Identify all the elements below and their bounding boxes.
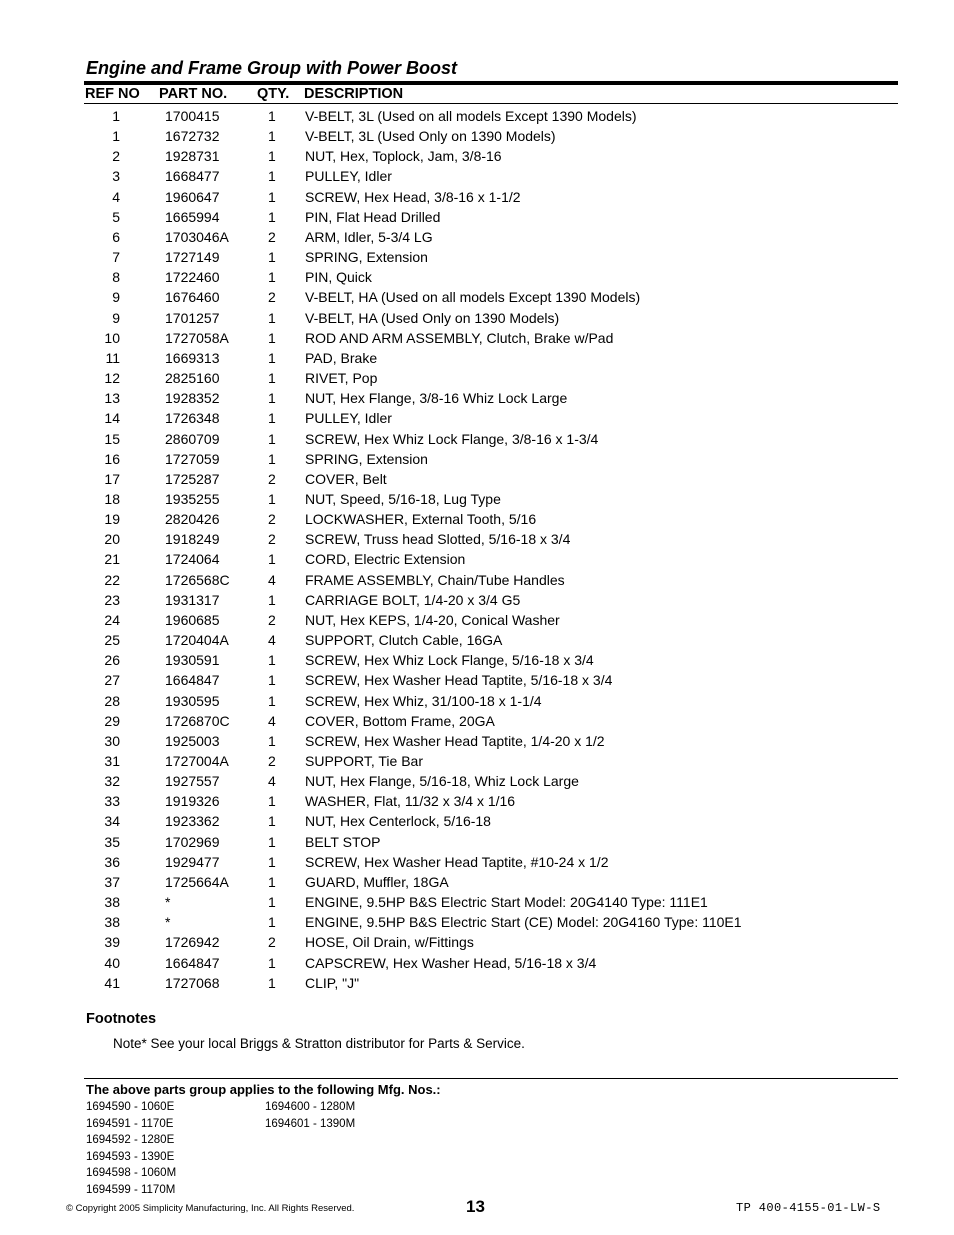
description-cell: NUT, Hex Centerlock, 5/16-18 [305,813,491,830]
ref-no-cell: 35 [104,833,120,850]
ref-no-cell: 29 [104,712,120,729]
qty-cell: 4 [268,632,276,649]
part-no-cell: 1930595 [165,692,220,709]
part-no-cell: 1925003 [165,732,220,749]
part-no-cell: 1727068 [165,974,220,991]
ref-no-cell: 37 [104,873,120,890]
part-no-cell: 1727059 [165,450,220,467]
ref-no-cell: 40 [104,954,120,971]
part-no-cell: 1919326 [165,793,220,810]
part-no-cell: 1930591 [165,652,220,669]
description-cell: SCREW, Hex Head, 3/8-16 x 1-1/2 [305,188,521,205]
table-row [84,610,898,630]
description-cell: SCREW, Hex Washer Head Taptite, 5/16-18 x 3/4 [305,672,613,689]
table-row [84,650,898,670]
mfg-number: 1694600 - 1280M [265,1101,356,1113]
table-row [84,731,898,751]
qty-cell: 2 [268,511,276,528]
ref-no-cell: 15 [104,430,120,447]
mfg-number: 1694598 - 1060M [86,1167,177,1180]
qty-cell: 2 [268,611,276,628]
qty-cell: 1 [268,148,276,165]
mfg-number: 1694601 - 1390M [265,1117,356,1130]
description-cell: WASHER, Flat, 11/32 x 3/4 x 1/16 [305,793,516,810]
qty-cell: 1 [268,853,276,870]
description-cell: SUPPORT, Tie Bar [305,753,424,769]
copyright: © Copyright 2005 Simplicity Manufacturing, Inc. All Rights Reserved. [66,1203,355,1214]
document-code: TP 400-4155-01-LW-S [736,1201,881,1215]
qty-cell: 2 [268,531,276,548]
qty-cell: 1 [268,833,276,850]
ref-no-cell: 22 [104,571,120,588]
qty-cell: 1 [268,128,276,145]
description-cell: ARM, Idler, 5-3/4 LG [305,228,433,245]
description-cell: SPRING, Extension [305,249,428,266]
qty-cell: 1 [268,410,276,427]
table-row [84,247,898,267]
ref-no-cell: 32 [104,773,120,790]
description-cell: PULLEY, Idler [305,410,392,427]
description-cell: NUT, Hex, Toplock, Jam, 3/8-16 [305,148,502,165]
part-no-cell: 1923362 [165,813,220,830]
description-cell: SCREW, Truss head Slotted, 5/16-18 x 3/4 [305,531,571,548]
ref-no-cell: 5 [112,208,120,225]
description-cell: ENGINE, 9.5HP B&S Electric Start (CE) Model: 20G4160 Type: 110E1 [305,914,742,931]
description-cell: V-BELT, HA (Used on all models Except 1390 Models) [305,289,641,306]
description-cell: NUT, Hex Flange, 3/8-16 Whiz Lock Large [305,390,568,407]
table-row [84,811,898,831]
description-cell: PIN, Quick [305,269,372,286]
part-no-cell: 1727058A [165,329,229,346]
qty-cell: 1 [268,370,276,387]
description-cell: COVER, Belt [305,470,387,487]
ref-no-cell: 38 [104,914,120,931]
table-row [84,852,898,872]
table-row [84,368,898,388]
part-no-cell: 1664847 [165,672,220,689]
description-cell: LOCKWASHER, External Tooth, 5/16 [305,511,537,528]
qty-cell: 1 [268,249,276,266]
ref-no-cell: 2 [112,148,120,165]
qty-cell: 1 [268,349,276,366]
footnote-text: Note* See your local Briggs & Stratton distributor for Parts & Service. [113,1036,525,1051]
footnotes-title: Footnotes [86,1011,157,1027]
part-no-cell: 1720404A [165,632,229,649]
qty-cell: 2 [268,934,276,951]
part-no-cell: 1669313 [165,349,220,366]
table-row [84,549,898,569]
table-row [84,328,898,348]
table-row [84,751,898,771]
qty-cell: 1 [268,108,276,124]
qty-cell: 2 [268,470,276,487]
part-no-cell: 1918249 [165,531,220,548]
qty-cell: 1 [268,974,276,991]
qty-cell: 1 [268,793,276,810]
part-no-cell: 1701257 [165,309,220,326]
table-row [84,207,898,227]
ref-no-cell: 21 [104,551,120,568]
description-cell: SPRING, Extension [305,450,428,467]
qty-cell: 1 [268,591,276,608]
part-no-cell: 1928352 [165,390,220,407]
ref-no-cell: 12 [104,370,120,387]
mfg-number: 1694590 - 1060E [86,1101,175,1113]
description-cell: NUT, Speed, 5/16-18, Lug Type [305,490,501,507]
part-no-cell: 1960685 [165,611,220,628]
part-no-cell: 1960647 [165,188,220,205]
table-row [84,630,898,650]
part-no-cell: 1702969 [165,833,220,850]
description-cell: SCREW, Hex Whiz Lock Flange, 5/16-18 x 3/4 [305,652,594,669]
ref-no-cell: 24 [104,611,120,628]
mfg-number: 1694599 - 1170M [86,1183,176,1196]
qty-cell: 1 [268,732,276,749]
header-description: DESCRIPTION [304,86,404,102]
qty-cell: 1 [268,692,276,709]
ref-no-cell: 13 [104,390,120,407]
ref-no-cell: 3 [112,168,120,185]
part-no-cell: 1726870C [165,712,230,729]
part-no-cell: 2860709 [165,430,220,447]
part-no-cell: 1935255 [165,490,220,507]
qty-cell: 2 [268,753,276,769]
qty-cell: 1 [268,672,276,689]
qty-cell: 1 [268,652,276,669]
description-cell: NUT, Hex KEPS, 1/4-20, Conical Washer [305,611,560,628]
table-row [84,832,898,852]
part-no-cell: 1676460 [165,289,220,306]
table-row [84,791,898,811]
ref-no-cell: 30 [104,732,120,749]
table-row [84,590,898,610]
ref-no-cell: 6 [112,228,120,245]
table-row [84,469,898,489]
parts-table [84,106,898,993]
description-cell: COVER, Bottom Frame, 20GA [305,712,495,729]
description-cell: PAD, Brake [305,349,378,366]
ref-no-cell: 9 [112,289,120,306]
part-no-cell: 1703046A [165,228,229,245]
part-no-cell: 1929477 [165,853,220,870]
table-row [84,670,898,690]
part-no-cell: 1672732 [165,128,220,145]
description-cell: SUPPORT, Clutch Cable, 16GA [305,632,503,649]
description-cell: SCREW, Hex Whiz, 31/100-18 x 1-1/4 [305,692,542,709]
part-no-cell: 1928731 [165,148,220,165]
qty-cell: 1 [268,269,276,286]
ref-no-cell: 27 [104,672,120,689]
description-cell: FRAME ASSEMBLY, Chain/Tube Handles [305,571,565,588]
description-cell: HOSE, Oil Drain, w/Fittings [305,934,474,951]
description-cell: BELT STOP [305,833,381,850]
mfg-divider [84,1078,898,1079]
qty-cell: 1 [268,813,276,830]
description-cell: SCREW, Hex Washer Head Taptite, 1/4-20 x 1/2 [305,732,605,749]
description-cell: NUT, Hex Flange, 5/16-18, Whiz Lock Large [305,773,579,790]
ref-no-cell: 1 [112,128,120,145]
ref-no-cell: 20 [104,531,120,548]
table-row [84,570,898,590]
table-row [84,146,898,166]
ref-no-cell: 39 [104,934,120,951]
table-row [84,509,898,529]
title-divider [84,81,898,85]
part-no-cell: 1726568C [165,571,230,588]
table-row [84,348,898,368]
qty-cell: 1 [268,208,276,225]
description-cell: SCREW, Hex Whiz Lock Flange, 3/8-16 x 1-3/4 [305,430,599,447]
ref-no-cell: 28 [104,692,120,709]
mfg-number: 1694593 - 1390E [86,1150,175,1163]
ref-no-cell: 34 [104,813,120,830]
description-cell: CARRIAGE BOLT, 1/4-20 x 3/4 G5 [305,591,521,608]
part-no-cell: 1722460 [165,269,220,286]
part-no-cell: 1700415 [165,108,220,124]
mfg-list-left [86,1099,176,1199]
ref-no-cell: 38 [104,894,120,911]
ref-no-cell: 17 [104,470,120,487]
table-row [84,771,898,791]
description-cell: PULLEY, Idler [305,168,392,185]
description-cell: GUARD, Muffler, 18GA [305,873,449,890]
part-no-cell: 1927557 [165,773,220,790]
table-row [84,449,898,469]
qty-cell: 1 [268,329,276,346]
ref-no-cell: 41 [104,974,120,991]
table-row [84,166,898,186]
part-no-cell: 2825160 [165,370,220,387]
ref-no-cell: 31 [104,753,120,769]
description-cell: ENGINE, 9.5HP B&S Electric Start Model: 20G4140 Type: 111E1 [305,894,708,911]
table-row [84,106,898,126]
part-no-cell: 1668477 [165,168,220,185]
mfg-number: 1694591 - 1170E [86,1117,174,1130]
ref-no-cell: 25 [104,632,120,649]
table-row [84,691,898,711]
table-row [84,388,898,408]
description-cell: CAPSCREW, Hex Washer Head, 5/16-18 x 3/4 [305,954,597,971]
table-row [84,932,898,952]
table-row [84,308,898,328]
table-row [84,227,898,247]
table-row [84,973,898,993]
description-cell: V-BELT, HA (Used Only on 1390 Models) [305,309,560,326]
table-row [84,126,898,146]
qty-cell: 1 [268,168,276,185]
qty-cell: 1 [268,894,276,911]
description-cell: V-BELT, 3L (Used Only on 1390 Models) [305,128,556,145]
ref-no-cell: 10 [104,329,120,346]
qty-cell: 2 [268,228,276,245]
part-no-cell: 1726348 [165,410,220,427]
header-ref-no: REF NO [85,86,140,102]
table-row [84,429,898,449]
ref-no-cell: 8 [112,269,120,286]
ref-no-cell: 33 [104,793,120,810]
ref-no-cell: 26 [104,652,120,669]
part-no-cell: 1725664A [165,873,229,890]
ref-no-cell: 9 [112,309,120,326]
page-number: 13 [466,1197,485,1216]
qty-cell: 4 [268,571,276,588]
table-row [84,408,898,428]
description-cell: ROD AND ARM ASSEMBLY, Clutch, Brake w/Pad [305,329,614,346]
page-title: Engine and Frame Group with Power Boost [86,58,458,78]
table-row [84,711,898,731]
table-row [84,267,898,287]
part-no-cell: 1727149 [165,249,220,266]
ref-no-cell: 14 [104,410,120,427]
description-cell: CORD, Electric Extension [305,551,466,568]
qty-cell: 4 [268,712,276,729]
header-part-no: PART NO. [159,86,228,102]
part-no-cell: 1664847 [165,954,220,971]
ref-no-cell: 19 [104,511,120,528]
qty-cell: 1 [268,430,276,447]
qty-cell: 2 [268,289,276,306]
description-cell: RIVET, Pop [305,370,378,387]
part-no-cell: * [165,894,171,911]
ref-no-cell: 18 [104,490,120,507]
qty-cell: 1 [268,309,276,326]
table-row [84,287,898,307]
part-no-cell: 1725287 [165,470,220,487]
description-cell: SCREW, Hex Washer Head Taptite, #10-24 x 1/2 [305,853,609,870]
qty-cell: 1 [268,914,276,931]
table-row [84,912,898,932]
ref-no-cell: 16 [104,450,120,467]
qty-cell: 1 [268,450,276,467]
ref-no-cell: 23 [104,591,120,608]
table-row [84,953,898,973]
table-row [84,892,898,912]
qty-cell: 1 [268,551,276,568]
header-qty: QTY. [257,86,290,102]
part-no-cell: 1724064 [165,551,220,568]
qty-cell: 1 [268,390,276,407]
description-cell: CLIP, "J" [305,974,360,991]
part-no-cell: 1727004A [165,753,229,769]
part-no-cell: 1665994 [165,208,220,225]
qty-cell: 4 [268,773,276,790]
part-no-cell: 2820426 [165,511,220,528]
table-row [84,187,898,207]
description-cell: V-BELT, 3L (Used on all models Except 1390 Models) [305,108,637,124]
table-row [84,872,898,892]
table-row [84,489,898,509]
ref-no-cell: 4 [112,188,120,205]
mfg-title: The above parts group applies to the following Mfg. Nos.: [86,1082,441,1097]
qty-cell: 1 [268,954,276,971]
qty-cell: 1 [268,873,276,890]
header-divider [84,103,898,104]
ref-no-cell: 7 [112,249,120,266]
description-cell: PIN, Flat Head Drilled [305,208,441,225]
ref-no-cell: 11 [105,349,120,366]
qty-cell: 1 [268,188,276,205]
qty-cell: 1 [268,490,276,507]
ref-no-cell: 1 [112,108,120,124]
table-row [84,529,898,549]
part-no-cell: * [165,914,171,931]
part-no-cell: 1931317 [165,591,220,608]
mfg-list-right [265,1099,355,1132]
mfg-number: 1694592 - 1280E [86,1134,175,1147]
part-no-cell: 1726942 [165,934,220,951]
ref-no-cell: 36 [104,853,120,870]
table-header [84,86,898,103]
